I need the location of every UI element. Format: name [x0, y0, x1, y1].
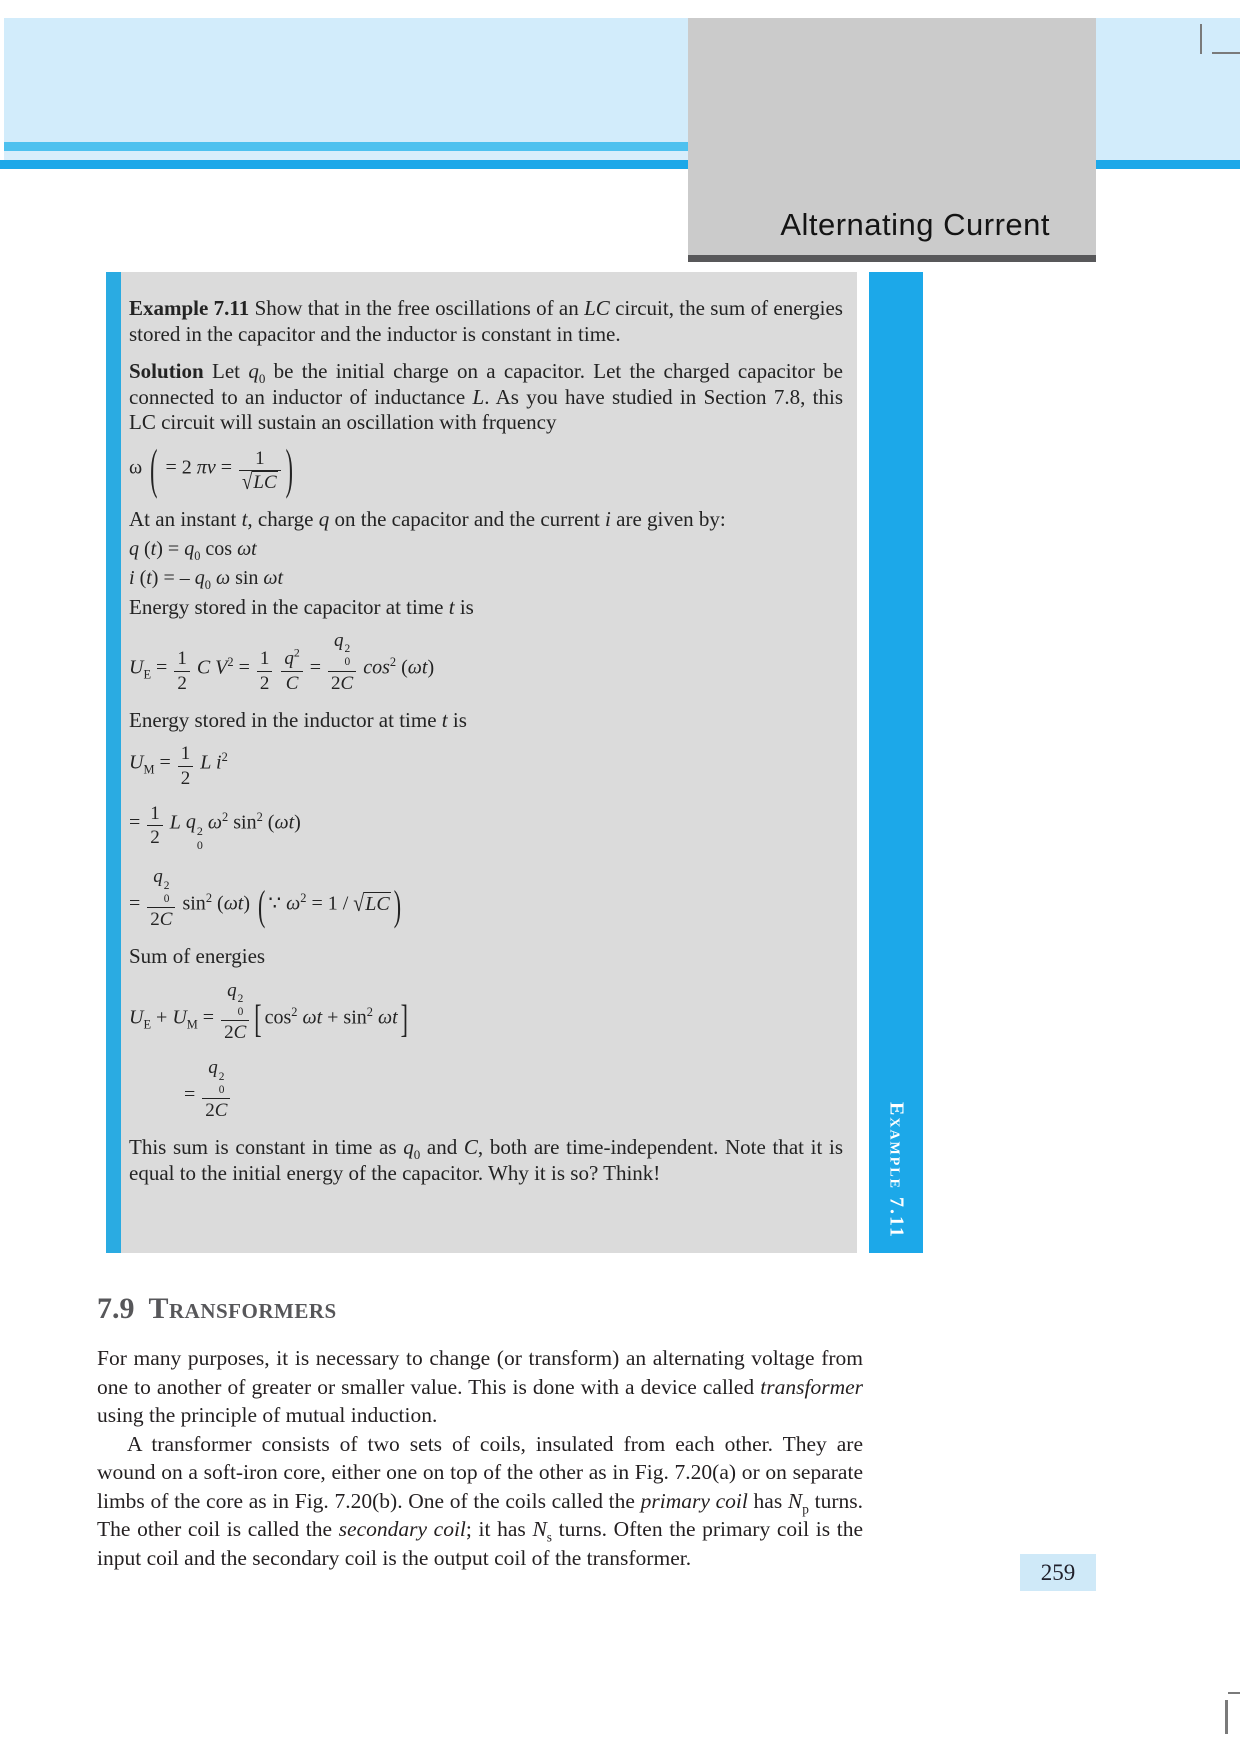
header-stripe-vivid-right [1096, 160, 1240, 169]
equation-sum-1: $U_E + U_M$ = q 2 0 2C [ $\cos^2 \omega t + \sin^2 \omega t$ ] [129, 979, 408, 1044]
header-stripe-medium-blue [4, 142, 688, 151]
instant-charge-text: At an instant t, charge q on the capacitor and the current i are given by: [129, 507, 726, 532]
example-body [121, 272, 857, 1253]
equation-charge: q $(t) = q_0$ cos ωt [129, 537, 257, 563]
crop-mark-top-right-horizontal [1212, 52, 1240, 54]
section-number: 7.9 [97, 1292, 135, 1325]
header-stripe-vivid-left [0, 160, 688, 169]
page-number: 259 [1040, 1559, 1076, 1585]
crop-mark-bottom-right-horizontal [1228, 1692, 1240, 1694]
section-title: Transformers [148, 1292, 337, 1325]
page-number-box [1020, 1554, 1096, 1591]
equation-omega: ω ( = 2 πν = $\frac{1}{√LC}$ ) [129, 436, 293, 499]
example-box [106, 272, 923, 1253]
capacitor-energy-text: Energy stored in the capacitor at time t is [129, 594, 474, 619]
crop-mark-top-right-vertical [1200, 24, 1202, 54]
section-heading [97, 1292, 337, 1326]
example-sidebar-label: Example 7.11 [885, 1102, 908, 1239]
header-band-right [1096, 18, 1240, 160]
chapter-title: Alternating Current [780, 207, 1050, 242]
equation-sum-2: = q 2 0 2C [184, 1057, 843, 1121]
equation-current: i (t) = – $q_0$ ω sin ωt [129, 566, 284, 592]
equation-magnetic-energy-3: = q 2 0 2C $\sin^2 (\omega t)$ ( ∵ $\omega^2 = 1 / √LC$ ) [129, 866, 402, 930]
equation-magnetic-energy-1: $U_M$ = $\frac{1}{2}$ L $i^2$ [129, 743, 228, 789]
conclusion-text: This sum is constant in time as $q_0$ and C, both are time-independent. Note that it is equal to the initial energy of the capacitor. Why it is so? Think! [129, 1135, 843, 1185]
chapter-title-box [688, 18, 1096, 262]
section-body-text [97, 1344, 863, 1572]
paragraph-transformer-coils: A transformer consists of two sets of coils, insulated from each other. They are wound on a soft-iron core, either one on top of the other as in Fig. 7.20(a) or on separate limbs of the core as in Fig. 7.20(b). One of the coils called the primary coil has $N_p$ turns. The other coil is called the secondary coil; it has $N_s$ turns. Often the primary coil is the input coil and the secondary coil is the output coil of the transformer. [97, 1431, 863, 1570]
example-title: Example 7.11 Show that in the free oscillations of an LC circuit, the sum of energies stored in the capacitor and the inductor is constant in time. [129, 296, 843, 346]
crop-mark-bottom-right-vertical [1225, 1700, 1228, 1734]
paragraph-transformer-intro: For many purposes, it is necessary to change (or transform) an alternating voltage from one to another of greater or smaller value. This is done with a device called transformer using the principle of mutual induction. [97, 1346, 863, 1427]
equation-magnetic-energy-2: = $\frac{1}{2}$ L q 2 0 $\omega^2$ $\sin^2 (\omega t)$ [129, 802, 301, 852]
sum-of-energies-label: Sum of energies [129, 944, 266, 969]
example-sidebar-bar [869, 272, 923, 1253]
example-solution-text: Solution Let $q_0$ be the initial charge on a capacitor. Let the charged capacitor be connected to an inductor of inductance L. As you have studied in Section 7.8, this LC circuit will sustain an oscillation with frquency [129, 359, 844, 434]
equation-electric-energy: $U_E$ = $\frac{1}{2}$ C $V^2$ = $\frac{1}{2}$ $\frac{q^2}{C}$ = q 2 0 2C $\cos^2 (\omega t)$ [129, 630, 435, 694]
example-accent-bar [106, 272, 121, 1253]
header-band-left [4, 18, 688, 142]
inductor-energy-text: Energy stored in the inductor at time t is [129, 707, 467, 732]
header-stripe-gap [4, 151, 688, 160]
